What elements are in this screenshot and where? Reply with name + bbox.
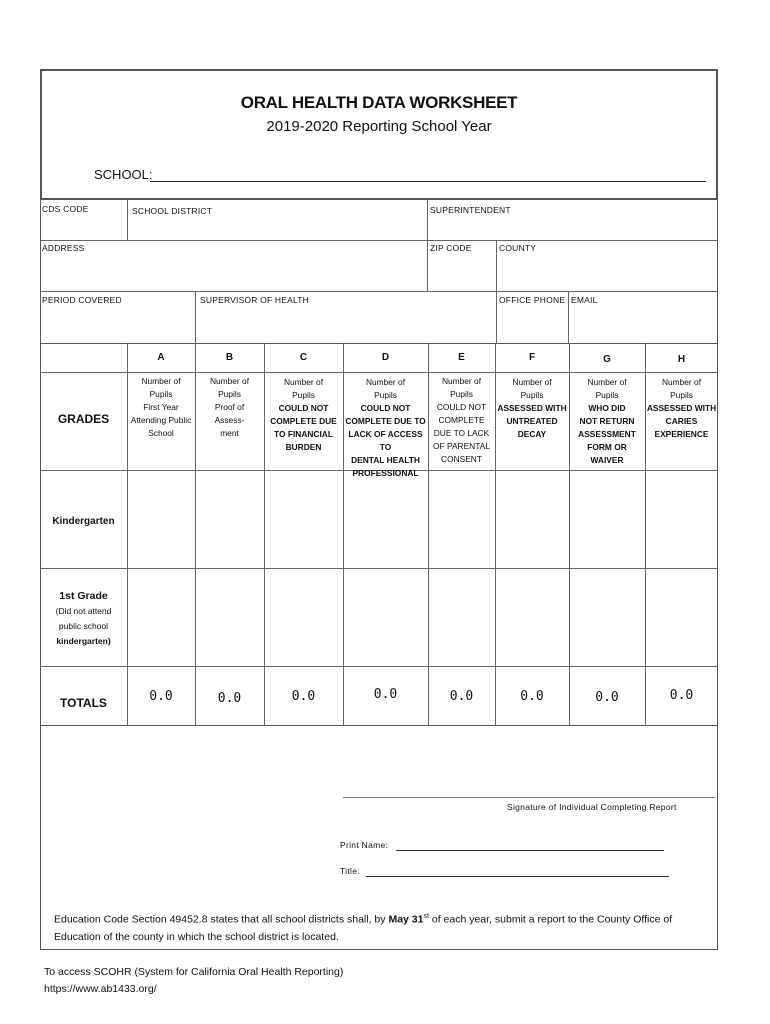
first-grade-cell-d[interactable] [344,569,427,665]
column-header-line: Number of [441,376,482,386]
kindergarten-cell-g[interactable] [570,471,644,567]
signature-line[interactable] [343,797,715,798]
column-header-line: COMPLETE DUE TO [345,416,426,426]
column-letter-b: B [225,352,234,363]
column-header-line: COMPLETE DUE [270,416,337,426]
kindergarten-cell-e[interactable] [429,471,494,567]
column-letter-a: A [157,352,165,363]
divider [195,291,196,343]
column-letter-g: G [603,354,611,365]
county-field[interactable]: COUNTY [499,243,537,253]
column-header-line: ASSESSMENT [578,429,636,439]
total-cell-f[interactable]: 0.0 [520,689,544,704]
divider [40,291,718,292]
column-header-line: Pupils [670,390,693,400]
column-header-e [428,375,495,466]
column-header-f [495,376,569,441]
column-header-line: NOT RETURN [579,416,635,426]
first-grade-title: 1st Grade [59,590,108,602]
column-header-line: CONSENT [441,454,482,464]
column-header-line: Pupils [520,390,544,400]
column-header-line: Pupils [374,390,397,400]
column-header-line: OF PARENTAL [433,441,490,451]
column-header-line: WAIVER [590,455,624,465]
column-header-a [127,375,195,440]
column-header-line: Pupils [218,389,241,399]
column-header-line: Number of [283,377,324,387]
total-cell-d[interactable]: 0.0 [373,687,398,702]
school-input-line[interactable] [150,181,706,182]
column-header-d [343,376,428,480]
grades-label: GRADES [57,412,110,426]
divider [568,291,569,343]
print-name-line[interactable] [396,850,664,851]
kindergarten-label: Kindergarten [52,516,115,527]
print-name-label: Print Name: [340,840,389,850]
supervisor-field[interactable]: SUPERVISOR OF HEALTH [200,295,310,305]
note-bold: May 31 [388,913,424,926]
total-cell-c[interactable]: 0.0 [291,689,316,704]
first-grade-cell-a[interactable] [128,569,194,665]
column-header-line: UNTREATED [506,416,558,426]
column-header-line: ASSESSED WITH [497,403,567,413]
column-header-line: FORM OR [587,442,627,452]
column-header-line: COULD NOT [436,402,487,412]
cds-code-field[interactable]: CDS CODE [42,204,89,214]
email-field[interactable]: EMAIL [571,295,598,305]
column-header-line: DECAY [517,429,547,439]
divider [40,240,718,241]
first-grade-note-1: (Did not attend [55,606,112,616]
column-header-line: Number of [587,377,627,387]
column-header-line: COULD NOT [278,403,329,413]
column-header-line: Number of [661,377,702,387]
total-cell-g[interactable]: 0.0 [595,690,619,705]
column-header-b [195,375,264,440]
column-header-line: Number of [512,377,552,387]
first-grade-cell-e[interactable] [429,569,494,665]
first-grade-label [40,588,127,649]
kindergarten-cell-f[interactable] [496,471,568,567]
column-header-line: DUE TO LACK [433,428,490,438]
column-letter-f: F [528,352,536,363]
column-header-line: Pupils [149,389,173,399]
column-header-line: LACK OF ACCESS TO [348,429,423,452]
column-header-line: PROFESSIONAL [352,468,419,478]
column-header-line: Pupils [292,390,315,400]
first-grade-note-3: kindergarten) [56,636,111,646]
zip-code-field[interactable]: ZIP CODE [430,243,472,253]
total-cell-h[interactable]: 0.0 [669,688,694,703]
column-header-line: Number of [141,376,181,386]
period-covered-field[interactable]: PERIOD COVERED [42,295,122,305]
column-header-line: DENTAL HEALTH [351,455,420,465]
first-grade-cell-c[interactable] [265,569,342,665]
column-header-line: COULD NOT [360,403,411,413]
column-header-line: TO FINANCIAL [274,429,333,439]
column-header-line: WHO DID [588,403,626,413]
signature-label: Signature of Individual Completing Report [507,802,677,812]
column-header-line: Number of [365,377,406,387]
column-header-c [264,376,343,454]
column-header-line: Pupils [595,390,619,400]
divider [127,200,128,240]
note-after: of each year, submit a report to the County Office of Education of the county in which the school district is located. [54,913,673,943]
title-label: Title: [340,866,360,876]
column-letter-c: C [299,352,308,363]
kindergarten-cell-a[interactable] [128,471,194,567]
scohr-link[interactable]: https://www.ab1433.org/ [44,983,157,995]
address-field[interactable]: ADDRESS [42,243,85,253]
column-header-line: ment [220,428,239,438]
column-header-line: Pupils [450,389,473,399]
school-district-field[interactable]: SCHOOL DISTRICT [132,206,213,216]
total-cell-a[interactable]: 0.0 [149,689,173,704]
page-title: ORAL HEALTH DATA WORKSHEET [240,93,518,112]
page-subtitle: 2019-2020 Reporting School Year [266,118,492,135]
column-header-line: BURDEN [285,442,322,452]
kindergarten-cell-d[interactable] [344,471,427,567]
divider [40,372,718,373]
first-grade-cell-g[interactable] [570,569,644,665]
kindergarten-cell-h[interactable] [646,471,717,567]
title-line[interactable] [366,876,669,877]
note-before: Education Code Section 49452.8 states that all school districts shall, by [54,913,389,926]
column-header-line: First Year [143,402,179,412]
education-code-note [54,908,704,946]
column-header-line: Assess- [214,415,245,425]
first-grade-cell-f[interactable] [496,569,568,665]
first-grade-note-2: public school [58,621,109,631]
column-header-g [569,376,645,467]
divider [40,666,718,667]
column-letter-h: H [677,354,686,365]
column-header-line: EXPERIENCE [654,429,709,439]
column-header-h [645,376,718,441]
total-cell-e[interactable]: 0.0 [449,689,474,704]
worksheet-header [40,69,718,200]
info-section [40,200,718,344]
column-header-line: Proof of [214,402,245,412]
column-header-line: COMPLETE [438,415,485,425]
divider [496,240,497,343]
first-grade-cell-h[interactable] [646,569,717,665]
office-phone-field[interactable]: OFFICE PHONE [499,295,566,305]
note-sup: st [423,913,429,920]
kindergarten-cell-c[interactable] [265,471,342,567]
column-letter-e: E [458,352,465,363]
first-grade-cell-b[interactable] [196,569,263,665]
total-cell-b[interactable]: 0.0 [217,691,242,706]
column-header-line: ASSESSED WITH [646,403,717,413]
column-header-line: School [148,428,174,438]
superintendent-field[interactable]: SUPERINTENDENT [430,205,511,215]
column-header-line: Number of [209,376,250,386]
column-header-line: CARIES [665,416,698,426]
kindergarten-cell-b[interactable] [196,471,263,567]
column-letter-d: D [381,352,390,363]
scohr-access-text: To access SCOHR (System for California Oral Health Reporting) [44,966,344,978]
school-label: SCHOOL: [94,167,153,182]
column-header-line: Attending Public [130,415,192,425]
totals-label: TOTALS [60,696,107,710]
divider [427,200,428,291]
